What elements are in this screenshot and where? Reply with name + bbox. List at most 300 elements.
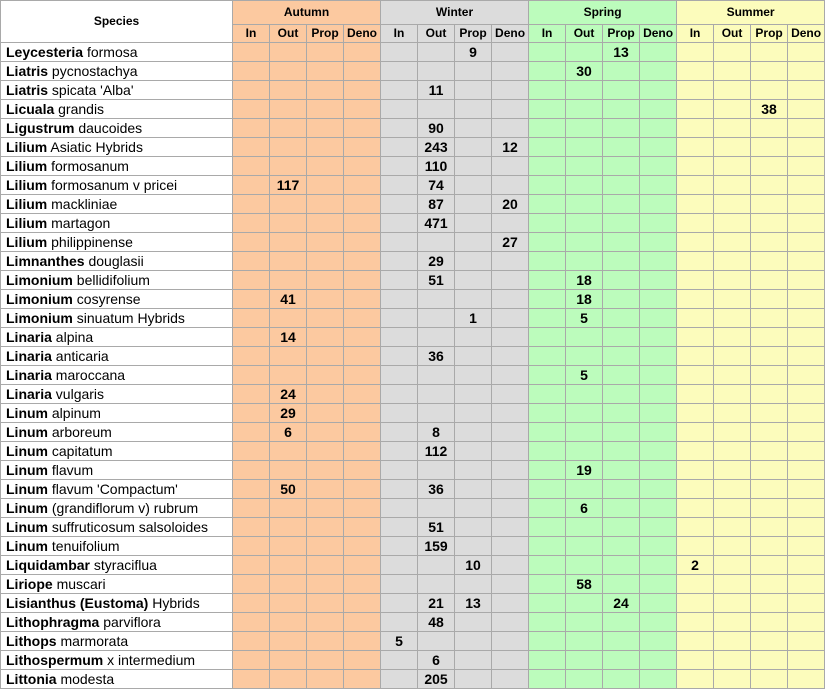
- count-cell-summer-deno: [788, 43, 825, 62]
- species-epithet: suffruticosum salsoloides: [51, 518, 209, 535]
- count-cell-summer-prop: [751, 43, 788, 62]
- count-cell-spring-out: [566, 100, 603, 119]
- count-cell-winter-in: [381, 328, 418, 347]
- count-cell-winter-deno: [492, 670, 529, 689]
- count-cell-autumn-in: [233, 100, 270, 119]
- count-cell-autumn-out: [270, 81, 307, 100]
- count-cell-autumn-prop: [307, 404, 344, 423]
- species-epithet: flavum 'Compactum': [51, 480, 178, 497]
- table-row: [1, 423, 825, 442]
- count-cell-spring-out: [566, 214, 603, 233]
- count-cell-summer-prop: [751, 670, 788, 689]
- count-cell-spring-out: [566, 81, 603, 100]
- table-row: [1, 252, 825, 271]
- count-cell-spring-prop: [603, 575, 640, 594]
- count-cell-winter-in: [381, 575, 418, 594]
- count-cell-autumn-prop: [307, 328, 344, 347]
- count-cell-spring-deno: [640, 423, 677, 442]
- count-cell-autumn-out: [270, 119, 307, 138]
- count-cell-autumn-in: [233, 347, 270, 366]
- count-cell-winter-out: [418, 290, 455, 309]
- count-cell-spring-prop: [603, 233, 640, 252]
- count-cell-autumn-in: [233, 461, 270, 480]
- genus-name: Lithophragma: [6, 613, 100, 630]
- count-cell-winter-prop: [455, 214, 492, 233]
- count-cell-autumn-prop: [307, 537, 344, 556]
- count-cell-spring-out: [566, 594, 603, 613]
- count-cell-spring-in: [529, 480, 566, 499]
- genus-name: Linum: [6, 461, 48, 478]
- genus-name: Lithops: [6, 632, 57, 649]
- count-cell-winter-deno: [492, 461, 529, 480]
- count-cell-winter-deno: [492, 176, 529, 195]
- count-cell-spring-deno: [640, 176, 677, 195]
- genus-name: Linaria: [6, 366, 52, 383]
- count-cell-spring-prop: [603, 252, 640, 271]
- count-cell-spring-deno: [640, 480, 677, 499]
- subcol-autumn-deno: Deno: [344, 25, 381, 43]
- species-epithet: capitatum: [51, 442, 113, 459]
- count-cell-summer-deno: [788, 309, 825, 328]
- count-cell-winter-in: [381, 461, 418, 480]
- species-epithet: marmorata: [60, 632, 129, 649]
- table-row: [1, 556, 825, 575]
- count-cell-spring-prop: [603, 518, 640, 537]
- count-cell-spring-out: [566, 233, 603, 252]
- count-cell-autumn-in: [233, 423, 270, 442]
- count-cell-autumn-out: [270, 100, 307, 119]
- count-cell-summer-prop: [751, 214, 788, 233]
- table-body: [1, 43, 825, 689]
- species-name-cell: [1, 537, 233, 556]
- count-cell-spring-out: [566, 195, 603, 214]
- count-cell-autumn-deno: [344, 632, 381, 651]
- count-cell-summer-prop: [751, 461, 788, 480]
- count-cell-spring-prop: [603, 556, 640, 575]
- count-cell-spring-prop: [603, 195, 640, 214]
- count-cell-summer-out: [714, 271, 751, 290]
- count-cell-summer-out: [714, 575, 751, 594]
- count-cell-spring-in: [529, 233, 566, 252]
- count-cell-autumn-out: 14: [270, 328, 307, 347]
- count-cell-spring-deno: [640, 233, 677, 252]
- genus-name: Liatris: [6, 81, 49, 98]
- count-cell-summer-deno: [788, 366, 825, 385]
- species-name-cell: [1, 290, 233, 309]
- count-cell-summer-in: [677, 290, 714, 309]
- count-cell-winter-out: [418, 499, 455, 518]
- count-cell-winter-out: 51: [418, 271, 455, 290]
- count-cell-autumn-in: [233, 537, 270, 556]
- count-cell-autumn-in: [233, 138, 270, 157]
- count-cell-spring-out: 19: [566, 461, 603, 480]
- count-cell-spring-deno: [640, 347, 677, 366]
- count-cell-summer-deno: [788, 613, 825, 632]
- count-cell-winter-deno: 12: [492, 138, 529, 157]
- genus-name: Liquidambar: [6, 556, 91, 573]
- count-cell-winter-in: [381, 176, 418, 195]
- count-cell-summer-prop: [751, 366, 788, 385]
- count-cell-winter-in: [381, 290, 418, 309]
- count-cell-summer-in: [677, 271, 714, 290]
- count-cell-summer-out: [714, 119, 751, 138]
- count-cell-summer-prop: [751, 252, 788, 271]
- count-cell-winter-out: [418, 328, 455, 347]
- species-name-cell: [1, 423, 233, 442]
- count-cell-autumn-prop: [307, 195, 344, 214]
- count-cell-autumn-out: 6: [270, 423, 307, 442]
- table-row: [1, 347, 825, 366]
- count-cell-summer-prop: [751, 613, 788, 632]
- count-cell-winter-prop: [455, 575, 492, 594]
- count-cell-summer-in: [677, 461, 714, 480]
- count-cell-spring-prop: [603, 309, 640, 328]
- count-cell-spring-in: [529, 632, 566, 651]
- count-cell-summer-out: [714, 233, 751, 252]
- count-cell-winter-in: [381, 157, 418, 176]
- count-cell-winter-prop: [455, 366, 492, 385]
- subcol-winter-in: In: [381, 25, 418, 43]
- count-cell-summer-in: [677, 138, 714, 157]
- table-row: [1, 404, 825, 423]
- count-cell-winter-prop: [455, 651, 492, 670]
- count-cell-winter-deno: [492, 290, 529, 309]
- count-cell-spring-prop: [603, 62, 640, 81]
- count-cell-summer-in: [677, 81, 714, 100]
- count-cell-summer-deno: [788, 100, 825, 119]
- count-cell-autumn-deno: [344, 43, 381, 62]
- count-cell-spring-in: [529, 670, 566, 689]
- count-cell-winter-out: 6: [418, 651, 455, 670]
- count-cell-autumn-prop: [307, 670, 344, 689]
- count-cell-winter-deno: [492, 385, 529, 404]
- count-cell-autumn-deno: [344, 670, 381, 689]
- count-cell-summer-deno: [788, 518, 825, 537]
- count-cell-autumn-out: 41: [270, 290, 307, 309]
- count-cell-autumn-out: [270, 594, 307, 613]
- count-cell-spring-deno: [640, 632, 677, 651]
- count-cell-winter-prop: [455, 537, 492, 556]
- genus-name: Ligustrum: [6, 119, 75, 136]
- count-cell-summer-deno: [788, 442, 825, 461]
- count-cell-autumn-deno: [344, 119, 381, 138]
- subcol-winter-out: Out: [418, 25, 455, 43]
- species-epithet: philippinense: [51, 233, 133, 250]
- count-cell-winter-out: [418, 632, 455, 651]
- count-cell-autumn-in: [233, 499, 270, 518]
- count-cell-spring-in: [529, 195, 566, 214]
- genus-name: Lilium: [6, 195, 48, 212]
- count-cell-summer-out: [714, 442, 751, 461]
- count-cell-autumn-prop: [307, 632, 344, 651]
- count-cell-winter-out: [418, 461, 455, 480]
- count-cell-winter-prop: [455, 385, 492, 404]
- genus-name: Leycesteria: [6, 43, 84, 60]
- subcol-spring-out: Out: [566, 25, 603, 43]
- count-cell-winter-prop: [455, 119, 492, 138]
- table-row: [1, 366, 825, 385]
- count-cell-spring-in: [529, 518, 566, 537]
- count-cell-spring-in: [529, 385, 566, 404]
- count-cell-autumn-out: [270, 670, 307, 689]
- species-name-cell: [1, 100, 233, 119]
- count-cell-spring-prop: [603, 347, 640, 366]
- subcol-spring-in: In: [529, 25, 566, 43]
- season-header-winter: Winter: [381, 1, 529, 25]
- count-cell-autumn-prop: [307, 442, 344, 461]
- count-cell-autumn-out: [270, 271, 307, 290]
- count-cell-autumn-in: [233, 480, 270, 499]
- count-cell-winter-deno: [492, 81, 529, 100]
- table-row: [1, 309, 825, 328]
- count-cell-summer-deno: [788, 537, 825, 556]
- count-cell-spring-deno: [640, 157, 677, 176]
- count-cell-winter-out: 8: [418, 423, 455, 442]
- count-cell-winter-prop: [455, 271, 492, 290]
- count-cell-spring-prop: [603, 385, 640, 404]
- species-name-cell: [1, 575, 233, 594]
- count-cell-spring-deno: [640, 252, 677, 271]
- count-cell-winter-out: 48: [418, 613, 455, 632]
- count-cell-summer-prop: [751, 157, 788, 176]
- count-cell-spring-out: [566, 328, 603, 347]
- count-cell-summer-deno: [788, 575, 825, 594]
- subcol-autumn-prop: Prop: [307, 25, 344, 43]
- count-cell-winter-in: [381, 537, 418, 556]
- table-row: [1, 499, 825, 518]
- count-cell-summer-out: [714, 138, 751, 157]
- species-epithet: muscari: [56, 575, 106, 592]
- count-cell-spring-prop: [603, 423, 640, 442]
- count-cell-spring-out: [566, 670, 603, 689]
- count-cell-spring-in: [529, 499, 566, 518]
- count-cell-spring-prop: [603, 328, 640, 347]
- species-name-cell: [1, 233, 233, 252]
- count-cell-winter-out: 471: [418, 214, 455, 233]
- count-cell-winter-in: [381, 518, 418, 537]
- count-cell-winter-prop: [455, 100, 492, 119]
- count-cell-winter-out: 29: [418, 252, 455, 271]
- count-cell-autumn-prop: [307, 271, 344, 290]
- subcol-summer-in: In: [677, 25, 714, 43]
- table-row: [1, 176, 825, 195]
- count-cell-spring-deno: [640, 613, 677, 632]
- species-name-cell: [1, 271, 233, 290]
- count-cell-autumn-deno: [344, 537, 381, 556]
- species-name-cell: [1, 252, 233, 271]
- count-cell-summer-out: [714, 366, 751, 385]
- count-cell-summer-in: [677, 480, 714, 499]
- count-cell-summer-in: [677, 575, 714, 594]
- count-cell-spring-deno: [640, 195, 677, 214]
- count-cell-autumn-in: [233, 328, 270, 347]
- count-cell-spring-in: [529, 347, 566, 366]
- species-epithet: daucoides: [78, 119, 143, 136]
- species-name-cell: [1, 309, 233, 328]
- count-cell-autumn-deno: [344, 100, 381, 119]
- count-cell-spring-deno: [640, 271, 677, 290]
- count-cell-summer-in: [677, 518, 714, 537]
- count-cell-summer-in: [677, 347, 714, 366]
- count-cell-spring-in: [529, 594, 566, 613]
- count-cell-autumn-prop: [307, 43, 344, 62]
- count-cell-autumn-out: [270, 62, 307, 81]
- count-cell-summer-in: [677, 537, 714, 556]
- count-cell-winter-out: 112: [418, 442, 455, 461]
- count-cell-summer-out: [714, 404, 751, 423]
- count-cell-winter-in: [381, 347, 418, 366]
- genus-name: Linaria: [6, 385, 52, 402]
- count-cell-spring-in: [529, 613, 566, 632]
- species-epithet: cosyrense: [76, 290, 141, 307]
- genus-name: Limnanthes: [6, 252, 85, 269]
- species-name-cell: [1, 385, 233, 404]
- count-cell-summer-out: [714, 594, 751, 613]
- count-cell-spring-deno: [640, 290, 677, 309]
- species-epithet: spicata 'Alba': [51, 81, 134, 98]
- genus-name: Littonia: [6, 670, 57, 687]
- count-cell-spring-in: [529, 404, 566, 423]
- count-cell-summer-deno: [788, 176, 825, 195]
- count-cell-autumn-deno: [344, 423, 381, 442]
- species-name-cell: [1, 176, 233, 195]
- count-cell-spring-deno: [640, 518, 677, 537]
- count-cell-autumn-deno: [344, 366, 381, 385]
- count-cell-summer-out: [714, 499, 751, 518]
- genus-name: Lisianthus (Eustoma): [6, 594, 149, 611]
- genus-name: Limonium: [6, 271, 73, 288]
- count-cell-spring-out: [566, 423, 603, 442]
- count-cell-winter-in: [381, 43, 418, 62]
- table-row: [1, 119, 825, 138]
- count-cell-autumn-out: [270, 233, 307, 252]
- count-cell-autumn-in: [233, 252, 270, 271]
- count-cell-spring-out: [566, 385, 603, 404]
- count-cell-spring-in: [529, 651, 566, 670]
- count-cell-spring-prop: [603, 670, 640, 689]
- count-cell-autumn-prop: [307, 119, 344, 138]
- count-cell-autumn-deno: [344, 233, 381, 252]
- count-cell-spring-in: [529, 328, 566, 347]
- count-cell-spring-out: [566, 480, 603, 499]
- count-cell-autumn-in: [233, 613, 270, 632]
- species-name-cell: [1, 442, 233, 461]
- count-cell-spring-prop: [603, 613, 640, 632]
- subcol-winter-prop: Prop: [455, 25, 492, 43]
- count-cell-spring-prop: [603, 157, 640, 176]
- count-cell-winter-prop: [455, 252, 492, 271]
- species-epithet: flavum: [51, 461, 94, 478]
- count-cell-winter-prop: [455, 290, 492, 309]
- count-cell-autumn-prop: [307, 214, 344, 233]
- count-cell-spring-out: 30: [566, 62, 603, 81]
- count-cell-summer-in: [677, 366, 714, 385]
- count-cell-autumn-deno: [344, 594, 381, 613]
- count-cell-spring-prop: [603, 499, 640, 518]
- count-cell-autumn-in: [233, 651, 270, 670]
- species-epithet: x intermedium: [107, 651, 196, 668]
- count-cell-summer-deno: [788, 81, 825, 100]
- count-cell-autumn-in: [233, 518, 270, 537]
- count-cell-winter-out: 205: [418, 670, 455, 689]
- season-header-autumn: Autumn: [233, 1, 381, 25]
- subcol-winter-deno: Deno: [492, 25, 529, 43]
- genus-name: Licuala: [6, 100, 55, 117]
- table-row: [1, 138, 825, 157]
- count-cell-spring-deno: [640, 404, 677, 423]
- count-cell-summer-out: [714, 556, 751, 575]
- species-epithet: formosanum: [51, 157, 129, 174]
- genus-name: Linum: [6, 480, 48, 497]
- count-cell-winter-out: [418, 309, 455, 328]
- count-cell-summer-out: [714, 214, 751, 233]
- count-cell-autumn-out: [270, 651, 307, 670]
- table-row: [1, 594, 825, 613]
- count-cell-spring-deno: [640, 651, 677, 670]
- count-cell-summer-prop: [751, 480, 788, 499]
- count-cell-summer-prop: [751, 138, 788, 157]
- count-cell-summer-deno: [788, 195, 825, 214]
- count-cell-winter-prop: [455, 632, 492, 651]
- count-cell-summer-deno: [788, 651, 825, 670]
- count-cell-summer-deno: [788, 290, 825, 309]
- genus-name: Linum: [6, 442, 48, 459]
- count-cell-spring-deno: [640, 366, 677, 385]
- count-cell-summer-in: [677, 613, 714, 632]
- species-epithet: pycnostachya: [51, 62, 138, 79]
- count-cell-winter-in: [381, 442, 418, 461]
- count-cell-spring-prop: [603, 632, 640, 651]
- count-cell-summer-prop: [751, 385, 788, 404]
- genus-name: Linum: [6, 423, 48, 440]
- count-cell-spring-prop: [603, 81, 640, 100]
- count-cell-summer-deno: [788, 556, 825, 575]
- genus-name: Limonium: [6, 290, 73, 307]
- species-epithet: formosanum v pricei: [51, 176, 178, 193]
- count-cell-winter-out: [418, 43, 455, 62]
- count-cell-winter-out: [418, 62, 455, 81]
- genus-name: Linum: [6, 499, 48, 516]
- count-cell-winter-prop: [455, 442, 492, 461]
- species-epithet: maroccana: [55, 366, 126, 383]
- count-cell-winter-prop: [455, 62, 492, 81]
- count-cell-autumn-out: [270, 43, 307, 62]
- count-cell-summer-prop: [751, 651, 788, 670]
- count-cell-winter-deno: 20: [492, 195, 529, 214]
- count-cell-autumn-out: 29: [270, 404, 307, 423]
- count-cell-winter-out: [418, 575, 455, 594]
- count-cell-summer-deno: [788, 594, 825, 613]
- count-cell-winter-deno: [492, 518, 529, 537]
- count-cell-summer-out: [714, 157, 751, 176]
- count-cell-autumn-prop: [307, 518, 344, 537]
- count-cell-summer-out: [714, 537, 751, 556]
- count-cell-winter-deno: [492, 556, 529, 575]
- count-cell-spring-in: [529, 442, 566, 461]
- count-cell-autumn-prop: [307, 480, 344, 499]
- count-cell-spring-prop: [603, 176, 640, 195]
- count-cell-spring-in: [529, 157, 566, 176]
- count-cell-summer-out: [714, 252, 751, 271]
- count-cell-autumn-out: [270, 309, 307, 328]
- count-cell-autumn-deno: [344, 385, 381, 404]
- count-cell-autumn-prop: [307, 575, 344, 594]
- count-cell-autumn-out: [270, 613, 307, 632]
- count-cell-spring-out: [566, 651, 603, 670]
- count-cell-autumn-deno: [344, 309, 381, 328]
- genus-name: Linum: [6, 404, 48, 421]
- count-cell-winter-in: [381, 480, 418, 499]
